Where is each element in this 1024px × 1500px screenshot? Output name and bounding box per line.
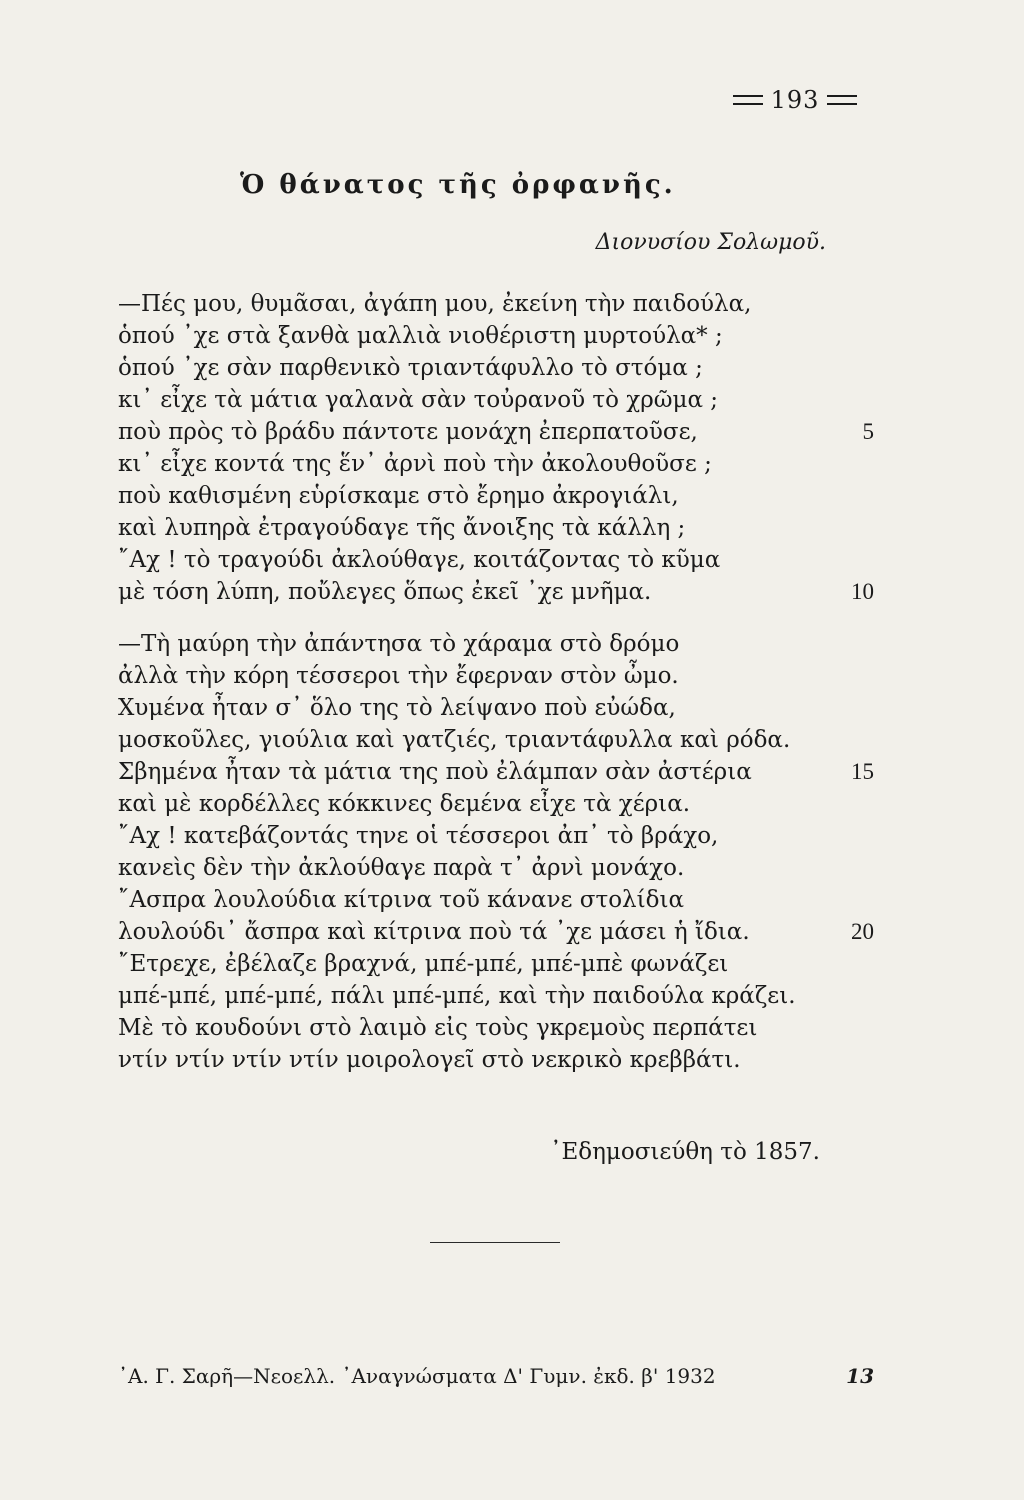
verse-line: ῎Ετρεχε, ἐβέλαζε βραχνά, μπέ-μπέ, μπέ-μπὲ φωνάζει <box>118 951 729 977</box>
verse-line: Χυμένα ἦταν σ᾽ ὅλο της τὸ λείψανο ποὺ εὐώδα, <box>118 695 676 721</box>
publication-note: ᾽Εδημοσιεύθη τὸ 1857. <box>550 1139 820 1165</box>
verse-line: ῎Ασπρα λουλούδια κίτρινα τοῦ κάνανε στολίδια <box>118 887 685 913</box>
section-divider <box>430 1242 560 1243</box>
verse-line: μοσκοῦλες, γιούλια καὶ γατζιές, τριαντάφυλλα καὶ ρόδα. <box>118 727 791 753</box>
verse-line: ῎Αχ ! τὸ τραγούδι ἀκλούθαγε, κοιτάζοντας τὸ κῦμα <box>118 547 721 573</box>
page-number-text: 193 <box>770 86 820 114</box>
verse-line: ὁπού ᾽χε στὰ ξανθὰ μαλλιὰ νιοθέριστη μυρτούλα* ; <box>118 323 723 349</box>
verse-line: —Τὴ μαύρη τὴν ἀπάντησα τὸ χάραμα στὸ δρόμο <box>118 631 680 657</box>
verse-line: καὶ μὲ κορδέλλες κόκκινες δεμένα εἶχε τὰ χέρια. <box>118 791 691 817</box>
verse-line: ποὺ καθισμένη εὑρίσκαμε στὸ ἔρημο ἀκρογιάλι, <box>118 483 679 509</box>
verse-line: λουλούδι᾽ ἄσπρα καὶ κίτρινα ποὺ τά ᾽χε μάσει ἡ ἴδια. <box>118 919 750 945</box>
line-number: 15 <box>851 759 874 784</box>
footer-source: ᾽Α. Γ. Σαρῆ—Νεοελλ. ᾽Αναγνώσματα Δ' Γυμν. ἐκδ. β' 1932 <box>118 1364 716 1388</box>
verse-line: Σβημένα ἦταν τὰ μάτια της ποὺ ἐλάμπαν σὰν ἀστέρια <box>118 759 752 785</box>
verse-line: μπέ-μπέ, μπέ-μπέ, πάλι μπέ-μπέ, καὶ τὴν παιδούλα κράζει. <box>118 983 796 1009</box>
verse-line: ῎Αχ ! κατεβάζοντάς τηνε οἱ τέσσεροι ἀπ᾽ τὸ βράχο, <box>118 823 719 849</box>
verse-line: ντίν ντίν ντίν ντίν μοιρολογεῖ στὸ νεκρικὸ κρεββάτι. <box>118 1047 741 1073</box>
verse-line: —Πές μου, θυμᾶσαι, ἀγάπη μου, ἐκείνη τὴν παιδούλα, <box>118 291 752 317</box>
verse-line: Μὲ τὸ κουδούνι στὸ λαιμὸ εἰς τοὺς γκρεμοὺς περπάτει <box>118 1015 758 1041</box>
poem-author: Διονυσίου Σολωμοῦ. <box>595 230 826 255</box>
line-number: 5 <box>862 419 874 444</box>
page-number-right-rule <box>827 95 857 105</box>
poem-title: Ὁ θάνατος τῆς ὀρφανῆς. <box>240 170 676 200</box>
verse-line: κανεὶς δὲν τὴν ἀκλούθαγε παρὰ τ᾽ ἀρνὶ μονάχο. <box>118 855 685 881</box>
page-number-left-rule <box>733 95 763 105</box>
verse-line: καὶ λυπηρὰ ἐτραγούδαγε τῆς ἄνοιξης τὰ κάλλη ; <box>118 515 686 541</box>
footer-signature: 13 <box>846 1364 874 1388</box>
line-number: 20 <box>851 919 874 944</box>
verse-line: μὲ τόση λύπη, ποὔλεγες ὅπως ἐκεῖ ᾽χε μνῆμα. <box>118 579 652 605</box>
verse-line: ποὺ πρὸς τὸ βράδυ πάντοτε μονάχη ἐπερπατοῦσε, <box>118 419 698 445</box>
verse-line: ὁπού ᾽χε σὰν παρθενικὸ τριαντάφυλλο τὸ στόμα ; <box>118 355 703 381</box>
verse-line: κι᾽ εἶχε κοντά της ἕν᾽ ἀρνὶ ποὺ τὴν ἀκολουθοῦσε ; <box>118 451 712 477</box>
verse-line: ἀλλὰ τὴν κόρη τέσσεροι τὴν ἔφερναν στὸν ὦμο. <box>118 663 679 689</box>
line-number: 10 <box>851 579 874 604</box>
page-number <box>720 86 870 114</box>
verse-line: κι᾽ εἶχε τὰ μάτια γαλανὰ σὰν τοὐρανοῦ τὸ χρῶμα ; <box>118 387 719 413</box>
page-footer <box>118 1364 874 1388</box>
